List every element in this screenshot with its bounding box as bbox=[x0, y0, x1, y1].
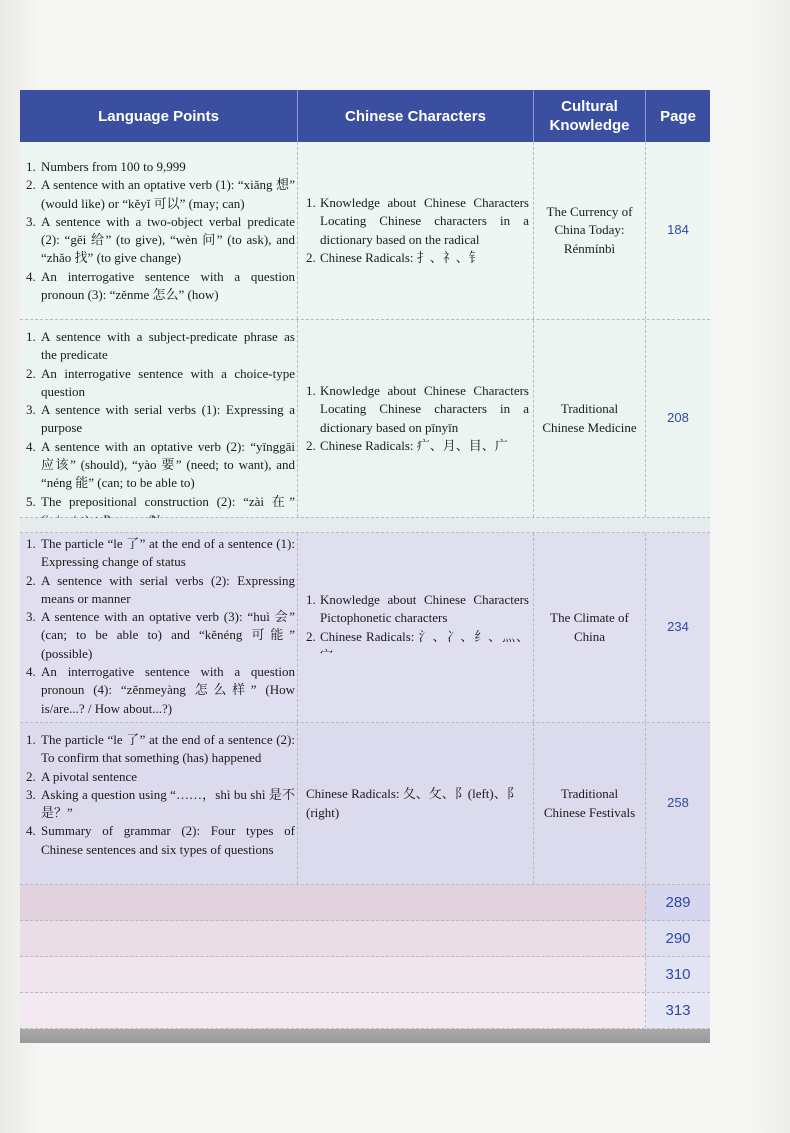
language-points-cell bbox=[20, 533, 298, 722]
chinese-characters-cell bbox=[298, 533, 534, 722]
chinese-characters-cell bbox=[298, 142, 534, 319]
cultural-knowledge-cell: The Currency of China Today: Rénmínbì bbox=[534, 142, 646, 319]
list-item: 4. An interrogative sentence with a question pronoun (3): “zěnme 怎么” (how) bbox=[26, 268, 295, 303]
list-item: 5. The prepositional construction (2): “zài 在” bbox=[26, 493, 295, 509]
list-item: 2. A pivotal sentence bbox=[26, 768, 138, 784]
list-item: 1. The particle “le 了” at the end of a sentence (1): Expressing change of status bbox=[26, 536, 295, 570]
list-item: 3. A sentence with serial verbs (1): Expressing a purpose bbox=[26, 402, 295, 436]
list-item: 1. Knowledge about Chinese Characters Locating Chinese characters in a dictionary based on pīnyīn bbox=[306, 382, 529, 435]
chinese-characters-cell bbox=[298, 723, 534, 884]
appendix-blank-cell bbox=[20, 957, 646, 992]
page-number-link[interactable]: 313 bbox=[646, 993, 710, 1028]
page-number-link[interactable]: 184 bbox=[667, 222, 689, 238]
appendix-blank-cell bbox=[20, 885, 646, 920]
page-number-link[interactable]: 289 bbox=[646, 885, 710, 920]
list-item: 2. Chinese Radicals: 氵、冫、纟、灬、宀 bbox=[306, 628, 529, 662]
cultural-knowledge-cell: Traditional Chinese Festivals bbox=[534, 723, 646, 884]
list-item: 3. Asking a question using “……，shì bu shì 是不是？” bbox=[26, 786, 295, 821]
list-item: 4. A sentence with an optative verb (2): “yīnggāi 应该” (should), “yào 要” (need; to want), and “néng 能” (can; to be able to) bbox=[26, 438, 295, 491]
language-points-cell bbox=[20, 142, 298, 319]
page-number-link[interactable]: 208 bbox=[667, 410, 689, 426]
header-language-points: Language Points bbox=[20, 90, 298, 142]
list-item: 1. A sentence with a subject-predicate phrase as the predicate bbox=[26, 329, 295, 363]
row-separator bbox=[20, 518, 710, 533]
list-item: 2. A sentence with an optative verb (1): “xiǎng 想” (would like) or “kěyǐ 可以” (may; can) bbox=[26, 177, 295, 211]
language-points-cell bbox=[20, 320, 298, 517]
list-item: 1. Numbers from 100 to 9,999 bbox=[26, 159, 186, 174]
page-number-link[interactable]: 290 bbox=[646, 921, 710, 956]
cultural-knowledge-cell: Traditional Chinese Medicine bbox=[534, 320, 646, 517]
cultural-knowledge-cell: The Climate of China bbox=[534, 533, 646, 722]
table-row bbox=[20, 723, 710, 885]
page-number-link[interactable]: 310 bbox=[646, 957, 710, 992]
language-points-cell bbox=[20, 723, 298, 884]
table-header bbox=[20, 90, 710, 142]
list-item: 2. A sentence with serial verbs (2): Expressing means or manner bbox=[26, 572, 295, 606]
list-item: 4. Summary of grammar (2): Four types of Chinese sentences and six types of questions bbox=[26, 823, 295, 857]
appendix-row bbox=[20, 993, 710, 1029]
appendix-blank-cell bbox=[20, 921, 646, 956]
appendix-row bbox=[20, 957, 710, 993]
radicals-text: Chinese Radicals: 夂、攵、阝(left)、阝(right) bbox=[306, 786, 520, 820]
list-item: 1. Knowledge about Chinese Characters Pictophonetic characters bbox=[306, 591, 529, 626]
appendix-row bbox=[20, 885, 710, 921]
table-row bbox=[20, 142, 710, 320]
list-item: 2. Chinese Radicals: 扌、礻、钅 bbox=[306, 249, 482, 265]
list-item: 2. Chinese Radicals: 疒、月、目、广 bbox=[306, 437, 508, 453]
table-row bbox=[20, 320, 710, 518]
appendix-blank-cell bbox=[20, 993, 646, 1028]
header-page: Page bbox=[660, 107, 696, 125]
appendix-row bbox=[20, 921, 710, 957]
page-number-link[interactable]: 258 bbox=[667, 795, 689, 811]
page-number-link[interactable]: 234 bbox=[667, 619, 689, 635]
chinese-characters-cell bbox=[298, 320, 534, 517]
list-item: 1. The particle “le 了” at the end of a sentence (2): To confirm that something (has) happened bbox=[26, 732, 295, 766]
table-row bbox=[20, 533, 710, 723]
list-item: 3. A sentence with a two-object verbal predicate (2): “gěi 给” (to give), “wèn 问” (to ask), and “zhǎo 找” (to give change) bbox=[26, 213, 295, 266]
list-item: 2. An interrogative sentence with a choice-type question bbox=[26, 365, 295, 399]
table-bottom-bar bbox=[20, 1029, 710, 1043]
header-cultural-knowledge: Cultural Knowledge bbox=[534, 90, 646, 142]
header-chinese-characters: Chinese Characters bbox=[298, 90, 534, 142]
list-item: 4. An interrogative sentence with a question pronoun (4): “zěnmeyàng 怎么样” (How is/are...? / How about...?) bbox=[26, 664, 295, 716]
list-item: 1. Knowledge about Chinese Characters Locating Chinese characters in a dictionary based on the radical bbox=[306, 194, 529, 247]
list-item: 3. A sentence with an optative verb (3): “huì 会” (can; to be able to) and “kěnéng 可能” (possible) bbox=[26, 609, 295, 661]
